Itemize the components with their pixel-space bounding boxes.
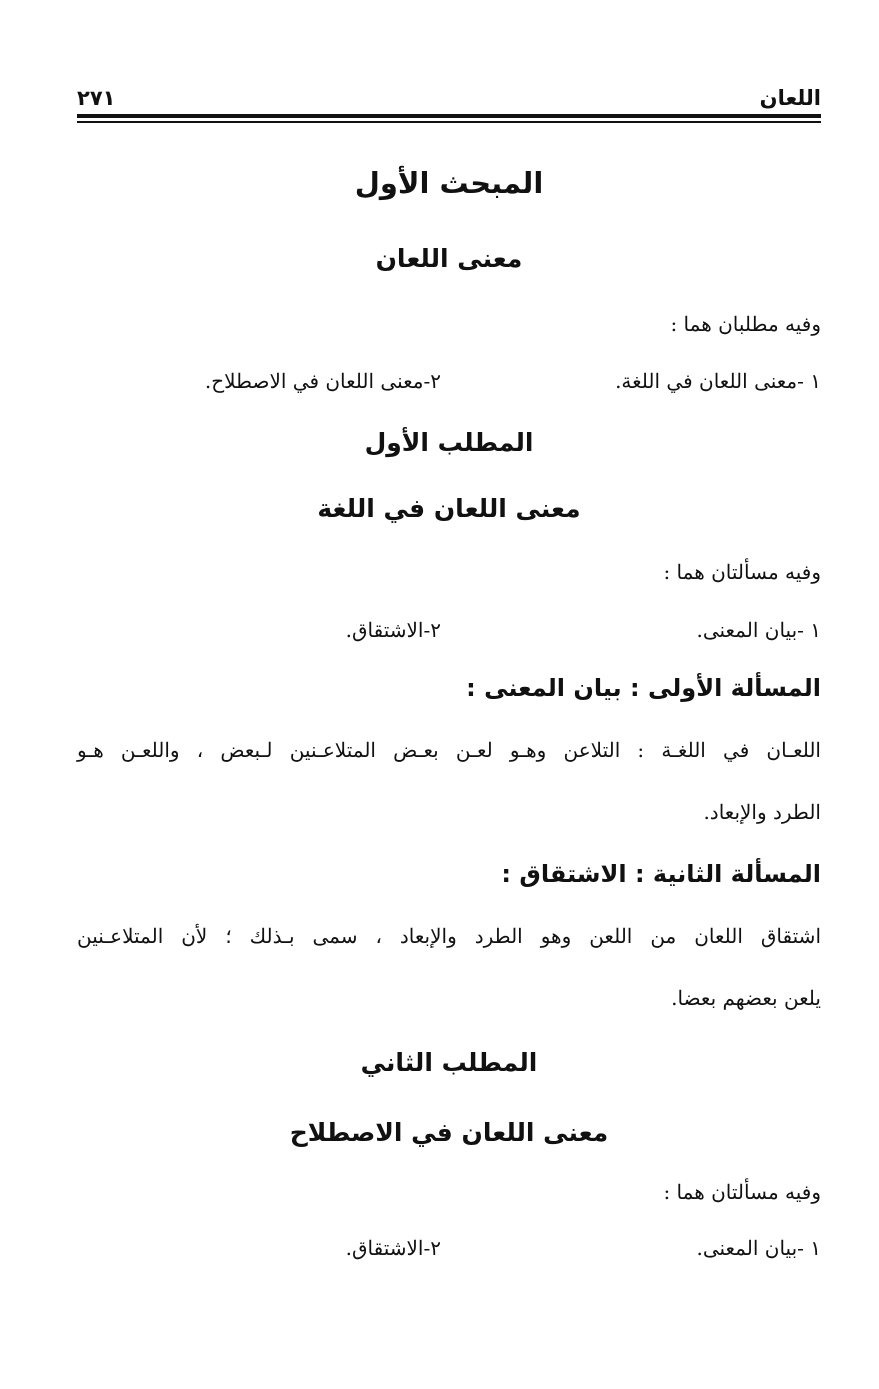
header-rule-thin bbox=[77, 121, 821, 123]
matlab1-item-2: ٢-الاشتقاق. bbox=[345, 618, 441, 642]
matlab2-subtitle: معنى اللعان في الاصطلاح bbox=[289, 1118, 609, 1147]
question1-heading: المسألة الأولى : بيان المعنى : bbox=[466, 674, 821, 702]
question2-paragraph-line2: يلعن بعضهم بعضا. bbox=[671, 986, 821, 1010]
matlab1-title: المطلب الأول bbox=[364, 428, 534, 457]
header-rule-thick bbox=[77, 114, 821, 118]
section-intro: وفيه مطلبان هما : bbox=[670, 312, 821, 336]
section-item-2: ٢-معنى اللعان في الاصطلاح. bbox=[204, 369, 441, 393]
matlab2-intro: وفيه مسألتان هما : bbox=[663, 1180, 821, 1204]
question2-heading: المسألة الثانية : الاشتقاق : bbox=[501, 860, 821, 888]
question2-paragraph-line1: اشتقاق اللعان من اللعن وهو الطرد والإبعاد ، سمى بـذلك ؛ لأن المتلاعـنين bbox=[77, 924, 821, 948]
matlab1-item-1: ١ -بيان المعنى. bbox=[696, 618, 821, 642]
matlab2-item-2: ٢-الاشتقاق. bbox=[345, 1236, 441, 1260]
section-item-1: ١ -معنى اللعان في اللغة. bbox=[615, 369, 821, 393]
page-number: ٢٧١ bbox=[77, 86, 116, 110]
running-header-title: اللعان bbox=[759, 86, 821, 110]
matlab1-subtitle: معنى اللعان في اللغة bbox=[317, 494, 581, 523]
question1-paragraph-line2: الطرد والإبعاد. bbox=[703, 800, 821, 824]
section-subtitle: معنى اللعان bbox=[375, 244, 523, 273]
section-title: المبحث الأول bbox=[354, 166, 544, 200]
matlab1-intro: وفيه مسألتان هما : bbox=[663, 560, 821, 584]
matlab2-title: المطلب الثاني bbox=[360, 1048, 538, 1077]
question1-paragraph-line1: اللعـان في اللغـة : التلاعن وهـو لعـن بعـض المتلاعـنين لـبعض ، واللعـن هـو bbox=[77, 738, 821, 762]
matlab2-item-1: ١ -بيان المعنى. bbox=[696, 1236, 821, 1260]
